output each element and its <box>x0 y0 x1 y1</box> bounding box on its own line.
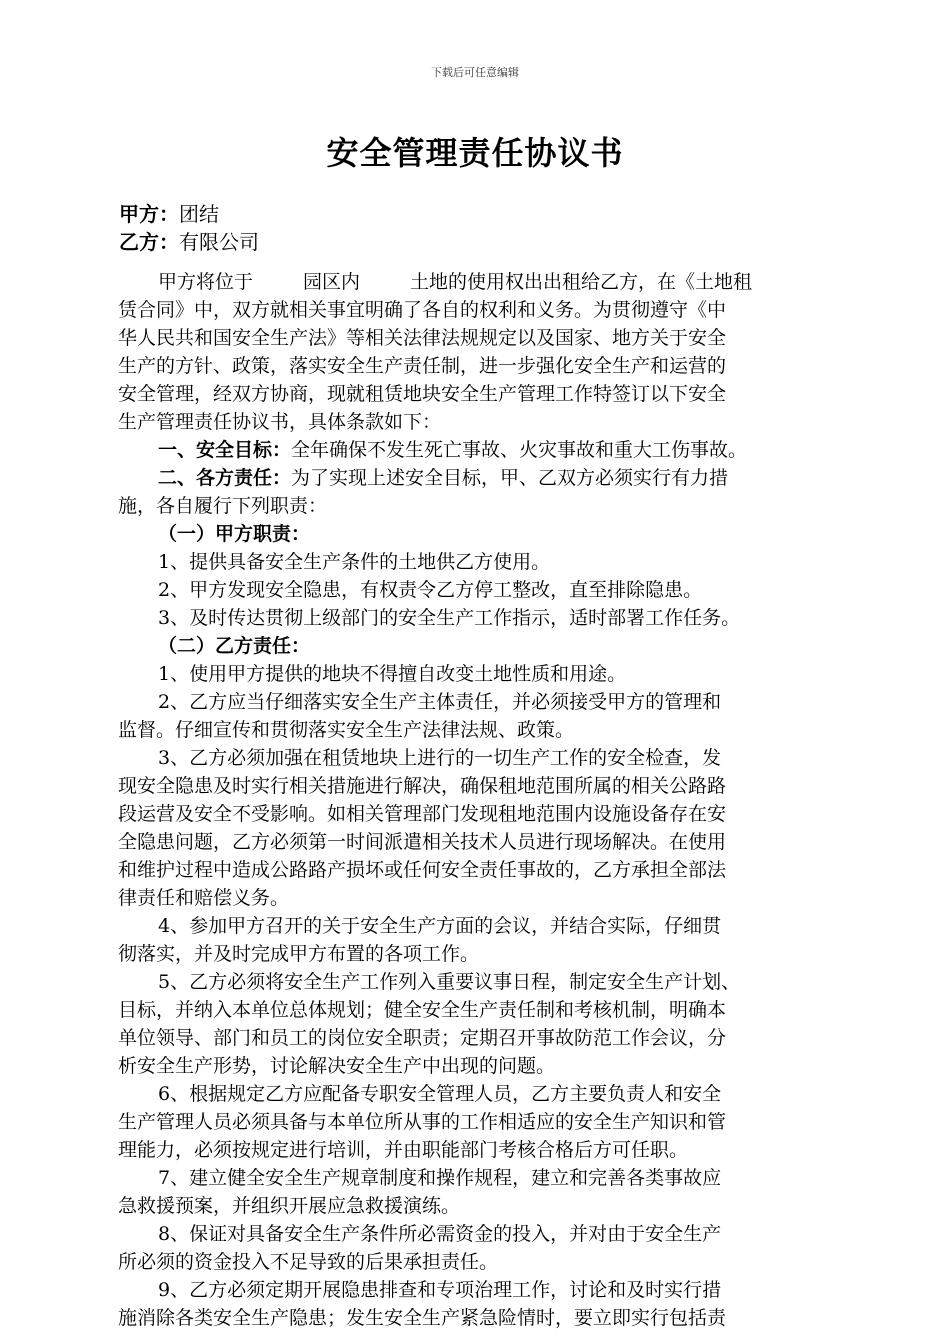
party-a-label: 甲方： <box>119 202 179 226</box>
party-b-duty-3-line-3: 段运营及安全不受影响。如相关管理部门发现租地范围内设施设备存在安 <box>118 803 727 825</box>
party-b-duty-2-line-2: 监督。仔细宣传和贯彻落实安全生产法律法规、政策。 <box>118 719 575 741</box>
party-b-duty-3-line-2: 现安全隐患及时实行相关措施进行解决，确保租地范围所属的相关公路路 <box>118 775 727 797</box>
intro-line-2: 赁合同》中，双方就相关事宜明确了各自的权利和义务。为贯彻遵守《中 <box>118 299 727 321</box>
party-b-line <box>119 226 259 255</box>
party-b-duty-3-line-4: 全隐患问题，乙方必须第一时间派遣相关技术人员进行现场解决。在使用 <box>118 831 727 853</box>
party-b-duty-5-line-2: 目标，并纳入本单位总体规划；健全安全生产责任制和考核机制，明确本 <box>118 999 727 1021</box>
party-b-duty-6-line-2: 生产管理人员必须具备与本单位所从事的工作相适应的安全生产知识和管 <box>118 1111 727 1133</box>
party-b-duty-2-line-1: 2、乙方应当仔细落实安全生产主体责任，并必须接受甲方的管理和 <box>158 691 722 713</box>
responsibilities-heading: 二、各方责任： <box>158 467 292 489</box>
party-b-duty-3-line-1: 3、乙方必须加强在租赁地块上进行的一切生产工作的安全检查，发 <box>158 747 722 769</box>
party-b-duty-5-line-4: 析安全生产形势，讨论解决安全生产中出现的问题。 <box>118 1055 556 1077</box>
party-a-name: 团结 <box>179 202 219 226</box>
party-b-duty-5-line-3: 单位领导、部门和员工的岗位安全职责；定期召开事故防范工作会议，分 <box>118 1027 727 1049</box>
party-b-label: 乙方： <box>119 230 179 254</box>
party-b-duty-8-line-1: 8、保证对具备安全生产条件所必需资金的投入，并对由于安全生产 <box>158 1223 722 1245</box>
document-title: 安全管理责任协议书 <box>326 134 624 172</box>
party-b-duty-6-line-3: 理能力，必须按规定进行培训，并由职能部门考核合格后方可任职。 <box>118 1139 689 1161</box>
party-b-duties-heading: （二）乙方责任： <box>158 635 311 657</box>
intro-line-4: 生产的方针、政策，落实安全生产责任制，进一步强化安全生产和运营的 <box>118 355 727 377</box>
safety-goal-heading: 一、安全目标： <box>158 439 292 461</box>
document-body <box>118 268 848 1332</box>
header-note: 下载后可任意编辑 <box>431 66 519 79</box>
responsibilities-line-2: 施，各自履行下列职责： <box>118 495 328 517</box>
party-b-duty-9-line-1: 9、乙方必须定期开展隐患排查和专项治理工作，讨论和及时实行措 <box>158 1279 722 1301</box>
intro-line-5: 安全管理，经双方协商，现就租赁地块安全生产管理工作特签订以下安全 <box>118 383 727 405</box>
party-b-duty-5-line-1: 5、乙方必须将安全生产工作列入重要议事日程，制定安全生产计划、 <box>158 971 741 993</box>
party-a-duty-3: 3、及时传达贯彻上级部门的安全生产工作指示，适时部署工作任务。 <box>158 607 741 629</box>
safety-goal-text: 全年确保不发生死亡事故、火灾事故和重大工伤事故。 <box>291 439 748 461</box>
party-b-duty-1: 1、使用甲方提供的地块不得擅自改变土地性质和用途。 <box>158 663 627 685</box>
party-a-line <box>119 198 219 227</box>
party-b-duty-3-line-6: 律责任和赔偿义务。 <box>118 887 290 909</box>
intro-line-3: 华人民共和国安全生产法》等相关法律法规规定以及国家、地方关于安全 <box>118 327 727 349</box>
party-a-duties <box>118 520 848 632</box>
party-a-duty-1: 1、提供具备安全生产条件的土地供乙方使用。 <box>158 551 551 573</box>
intro-line-6: 生产管理责任协议书，具体条款如下： <box>118 411 442 433</box>
section-safety-goal <box>118 436 848 464</box>
party-b-duty-7-line-1: 7、建立健全安全生产规章制度和操作规程，建立和完善各类事故应 <box>158 1167 722 1189</box>
party-a-duties-heading: （一）甲方职责： <box>158 523 311 545</box>
section-responsibilities <box>118 464 848 520</box>
party-a-duty-2: 2、甲方发现安全隐患，有权责令乙方停工整改，直至排除隐患。 <box>158 579 703 601</box>
party-b-duty-9-line-2: 施消除各类安全生产隐患；发生安全生产紧急险情时，要立即实行包括责 <box>118 1307 727 1329</box>
party-b-duty-8-line-2: 所必须的资金投入不足导致的后果承担责任。 <box>118 1251 499 1273</box>
party-b-duty-3-line-5: 和维护过程中造成公路路产损坏或任何安全责任事故的，乙方承担全部法 <box>118 859 727 881</box>
party-b-duty-4-line-1: 4、参加甲方召开的关于安全生产方面的会议，并结合实际，仔细贯 <box>158 915 722 937</box>
intro-line-1: 甲方将位于 园区内 土地的使用权出出租给乙方，在《土地租 <box>158 271 753 293</box>
intro-paragraph <box>118 268 848 436</box>
responsibilities-line-1: 二、各方责任：为了实现上述安全目标，甲、乙双方必须实行有力措 <box>158 467 729 489</box>
party-b-name: 有限公司 <box>179 230 259 254</box>
party-b-duty-6-line-1: 6、根据规定乙方应配备专职安全管理人员，乙方主要负责人和安全 <box>158 1083 722 1105</box>
party-b-duty-4-line-2: 彻落实，并及时完成甲方布置的各项工作。 <box>118 943 480 965</box>
party-b-duty-7-line-2: 急救援预案，并组织开展应急救援演练。 <box>118 1195 461 1217</box>
party-b-duties <box>118 632 848 1332</box>
safety-goal-line <box>118 436 848 464</box>
